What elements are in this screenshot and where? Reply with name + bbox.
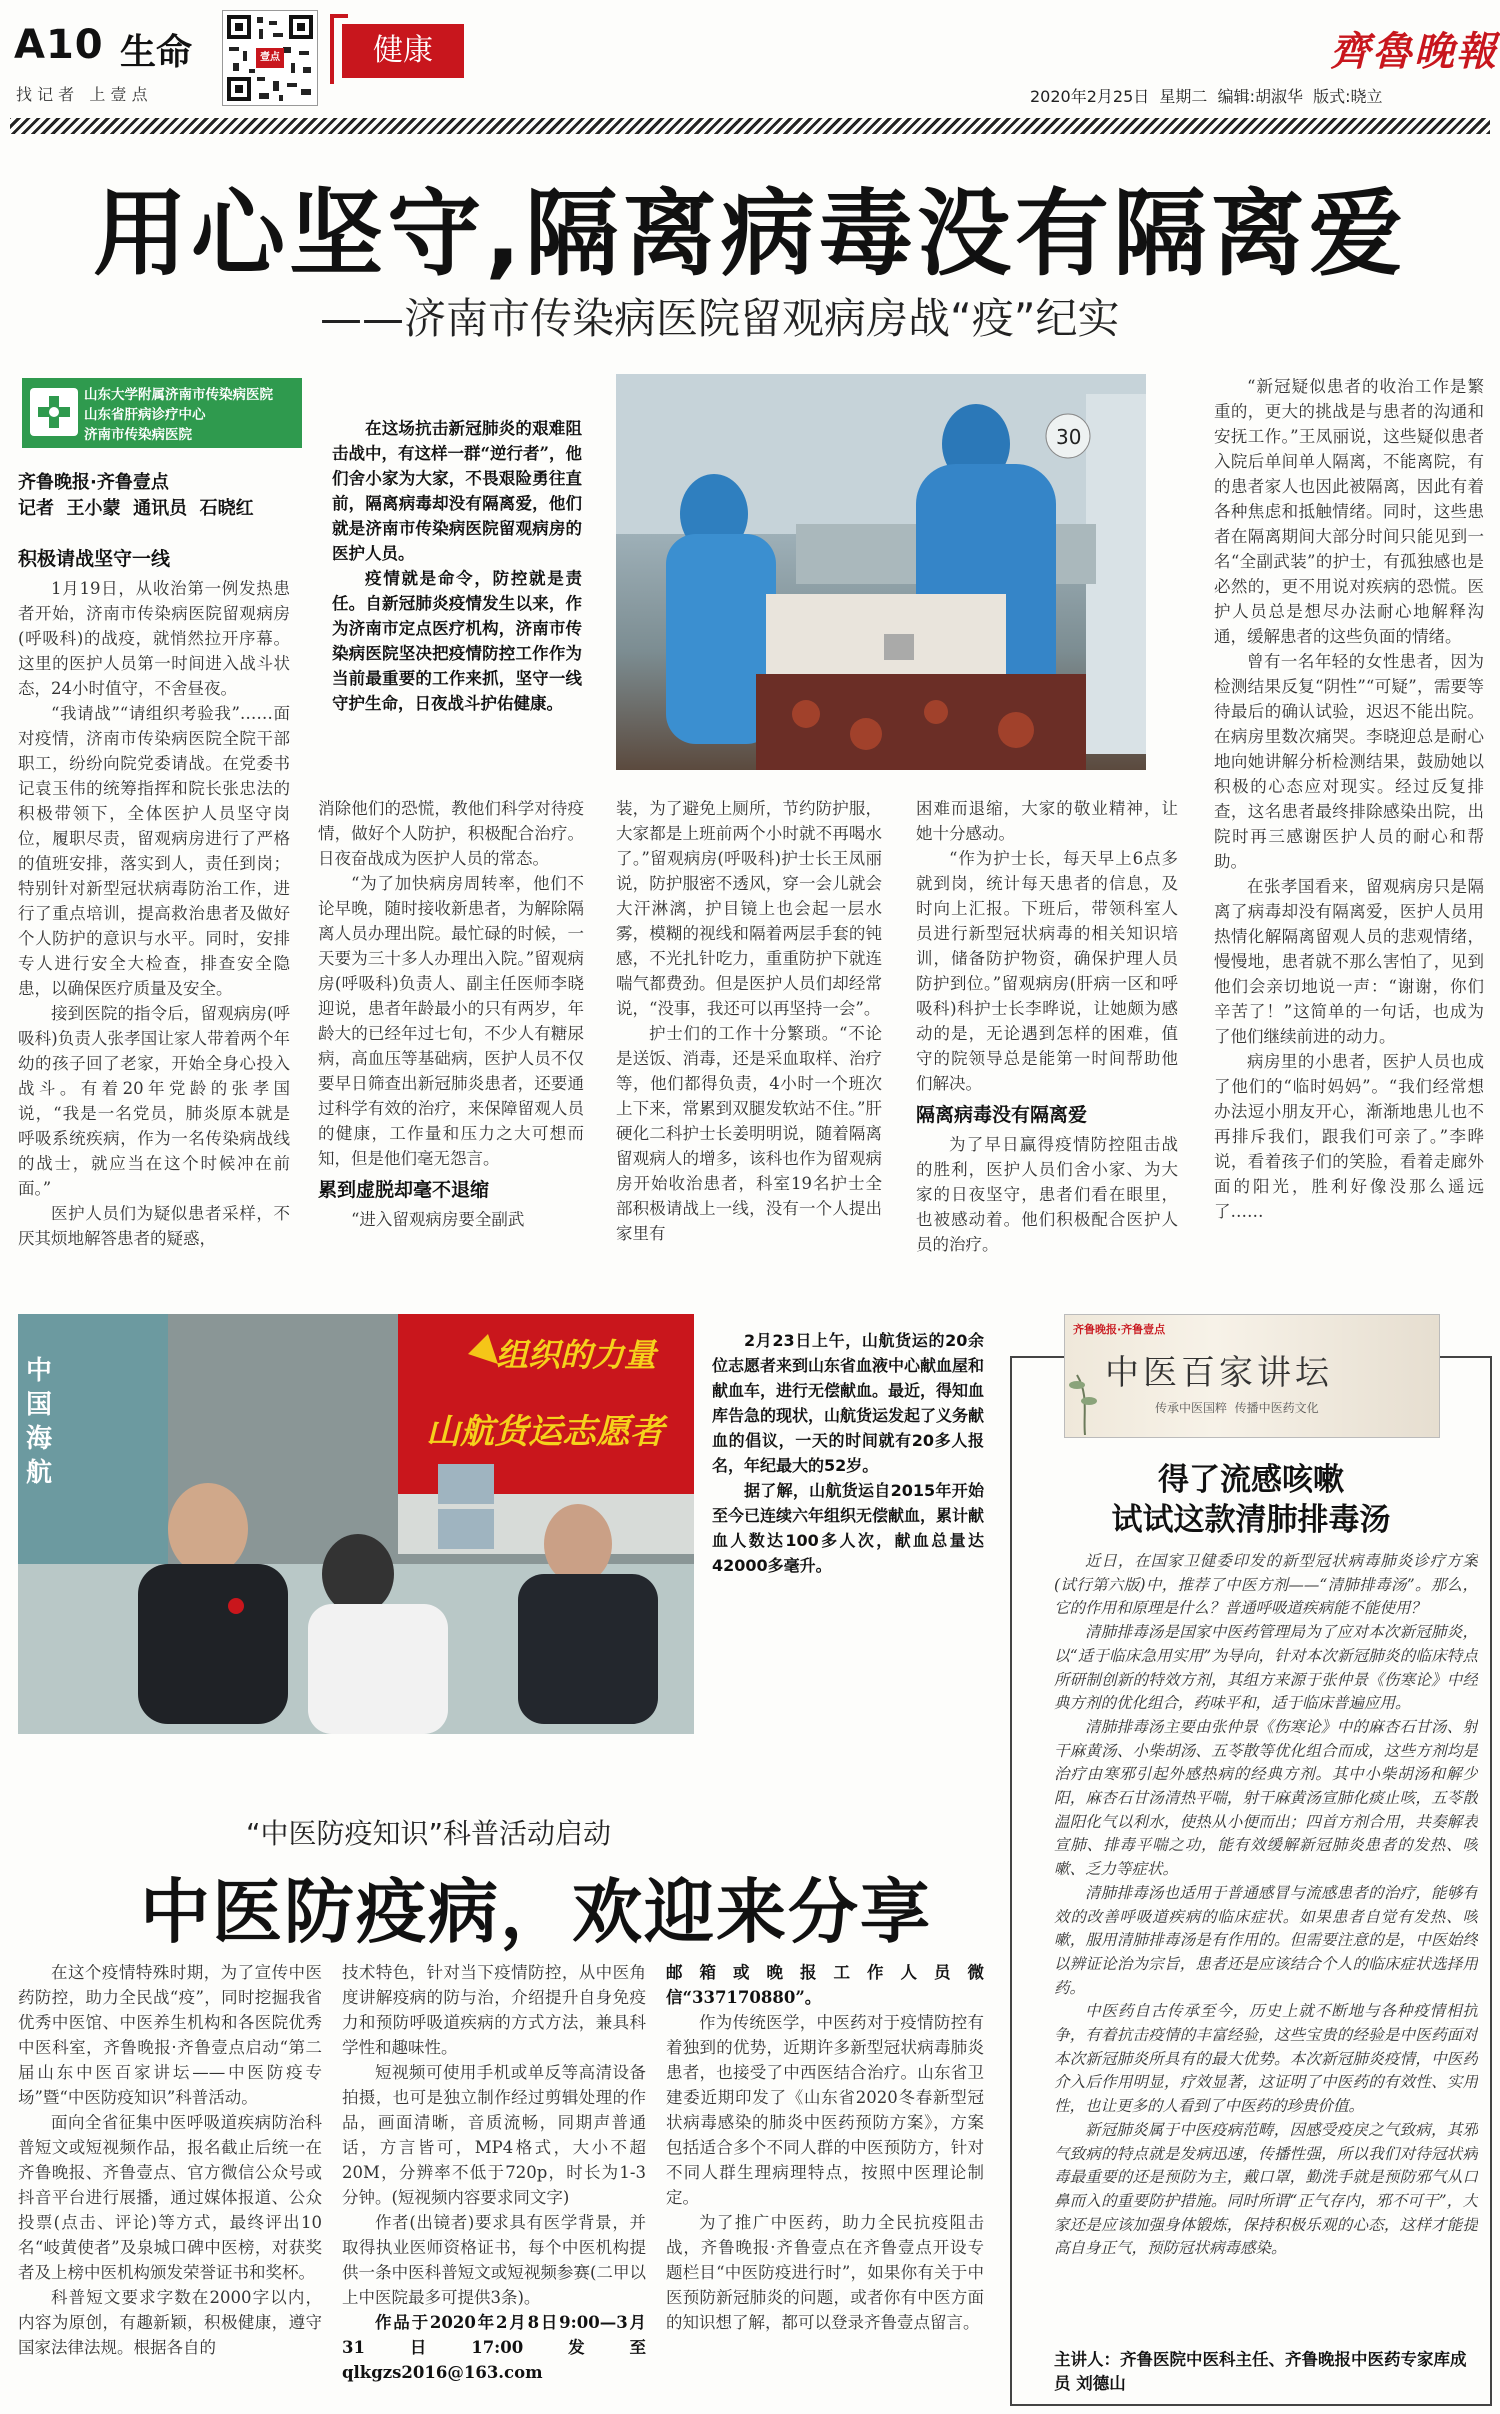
tcm-title: 中医防疫病，欢迎来分享 [140, 1871, 932, 1953]
forum-paragraph: 中医药自古传承至今，历史上就不断地与各种疫情相抗争，有着抗击疫情的丰富经验，这些宝贵的经验是中医药面对本次新冠肺炎所具有的最大优势。本次新冠肺炎疫情，中医药介入后作用明显，疗效显著，这证明了中医药的有效性、实用性，也让更多的人看到了中医药的珍贵价值。 [1054, 2002, 1478, 2116]
paragraph: 面向全省征集中医呼吸道疾病防治科普短文或短视频作品，报名截止后统一在齐鲁晚报、齐鲁壹点、官方微信公众号或抖音平台进行展播，通过媒体报道、公众投票(点击、评论)等方式，最终评出10名“岐黄使者”及泉城口碑中医榜，对获奖者及上榜中医机构颁发荣誉证书和奖杯。 [18, 2113, 322, 2282]
forum-paragraph: 清肺排毒汤也适用于普通感冒与流感患者的治疗，能够有效的改善呼吸道疾病的临床症状。如果患者自觉有发热、咳嗽，服用清肺排毒汤是有作用的。但需要注意的是，中医始终以辨证论治为宗旨，患者还是应该结合个人的临床症状选择用药。 [1054, 1883, 1478, 1997]
paragraph: 困难而退缩，大家的敬业精神，让她十分感动。 [916, 799, 1178, 843]
newspaper-brand: 齊魯晚報 [1330, 28, 1498, 75]
section-name: 生命 [120, 32, 193, 73]
paragraph: 1月19日，从收治第一例发热患者开始，济南市传染病医院留观病房(呼吸科)的战疫，就悄然拉开序幕。这里的医护人员第一时间进入战斗状态，24小时值守，不舍昼夜。 [18, 579, 290, 698]
forum-banner [1064, 1314, 1440, 1438]
forum-banner-title: 中医百家讲坛 [1105, 1353, 1333, 1393]
paragraph: 消除他们的恐慌，教他们科学对待疫情，做好个人防护，积极配合治疗。日夜奋战成为医护人员的常态。 [318, 799, 584, 868]
main-title: 用心坚守,隔离病毒没有隔离爱 [93, 180, 1407, 289]
caption-paragraph: 2月23日上午，山航货运的20余位志愿者来到山东省血液中心献血屋和献血车，进行无偿献血。最近，得知血库告急的现状，山航货运发起了义务献血的倡议，一天的时间就有20多人报名，年纪最大的52岁。 [712, 1331, 984, 1475]
paragraph: “作为护士长，每天早上6点多就到岗，统计每天患者的信息，及时向上汇报。下班后，带领科室人员进行新型冠状病毒的相关知识培训，储备防护物资，确保护理人员防护到位。”留观病房(肝病一区和呼吸科)科护士长李晔说，让她颇为感动的是，无论遇到怎样的困难，值守的院领导总是能第一时间帮助他们解决。 [916, 849, 1178, 1093]
paragraph: 作者(出镜者)要求具有医学背景，并取得执业医师资格证书，每个中医机构提供一条中医科普短文或短视频参赛(二甲以上中医院最多可提供3条)。 [342, 2213, 646, 2307]
blood-donation-photo [18, 1314, 694, 1734]
paragraph: 护士们的工作十分繁琐。“不论是送饭、消毒，还是采血取样、治疗等，他们都得负责，4小时一个班次上下来，常累到双腿发软站不住。”肝硬化二科护士长姜明明说，随着隔离留观病人的增多，该科也作为留观病房开始收治患者，科室19名护士全部积极请战上一线，没有一个人提出家里有 [616, 1024, 882, 1243]
qr-center-label: 壹点 [256, 48, 284, 68]
header-links[interactable]: 找 记 者 上 壹 点 [16, 85, 148, 104]
forum-box [1010, 1323, 1492, 2406]
hospital-name-2: 山东省肝病诊疗中心 [84, 407, 206, 423]
hospital-name-3: 济南市传染病医院 [84, 427, 192, 443]
tcm-column-1 [18, 1960, 322, 2406]
section-heading-3: 隔离病毒没有隔离爱 [916, 1104, 1088, 1126]
forum-title-2: 试试这款清肺排毒汤 [1111, 1502, 1391, 1538]
forum-paragraph: 新冠肺炎属于中医疫病范畴，因感受疫戾之气致病，其邪气致病的特点就是发病迅速，传播性强，所以我们对待冠状病毒最重要的还是预防为主，戴口罩，勤洗手就是预防邪气从口鼻而入的重要防护措施。同时所谓“正气存内，邪不可干”，大家还是应该加强身体锻炼，保持积极乐观的心态，这样才能提高自身正气，预防冠状病毒感染。 [1054, 2120, 1478, 2258]
tcm-column-3 [666, 1960, 984, 2406]
room-number: 30 [1056, 425, 1082, 449]
forum-banner-slogan: 传承中医国粹 传播中医药文化 [1155, 1401, 1319, 1415]
hospital-logo-box [22, 378, 302, 448]
forum-speaker: 主讲人：齐鲁医院中医科主任、齐鲁晚报中医药专家库成员 刘德山 [1054, 2350, 1467, 2393]
hospital-emblem-icon [30, 388, 78, 436]
paragraph: “进入留观病房要全副武 [351, 1210, 525, 1229]
header-rule [10, 118, 1490, 134]
herb-illustration-icon [1067, 1355, 1103, 1435]
article-column-4 [916, 796, 1178, 1322]
paragraph: 病房里的小患者，医护人员也成了他们的“临时妈妈”。“我们经常想办法逗小朋友开心，渐渐地患儿也不再排斥我们，跟我们可亲了。”李晔说，看着孩子们的笑脸，看着走廊外面的阳光，胜利好像没那么遥远了…… [1214, 1052, 1484, 1221]
paragraph: 装，为了避免上厕所，节约防护服，大家都是上班前两个小时就不再喝水了。”留观病房(呼吸科)护士长王凤丽说，防护服密不透风，穿一会儿就会大汗淋漓，护目镜上也会起一层水雾，模糊的视线和隔着两层手套的钝感，不光扎针吃力，重重防护下就连喘气都费劲。但是医护人员们却经常说，“没事，我还可以再坚持一会”。 [616, 799, 882, 1018]
paragraph: “新冠疑似患者的收治工作是繁重的，更大的挑战是与患者的沟通和安抚工作。”王凤丽说，这些疑似患者入院后单间单人隔离，不能离院，有的患者家人也因此被隔离，因此有着各种焦虑和抵触情绪。同时，这些患者在隔离期间大部分时间只能见到一名“全副武装”的护士，有孤独感也是必然的，更不用说对疾病的恐慌。医护人员总是想尽办法耐心地解释沟通，缓解患者的这些负面的情绪。 [1214, 377, 1484, 646]
qr-code[interactable] [222, 10, 318, 106]
caption-paragraph: 据了解，山航货运自2015年开始至今已连续六年组织无偿献血，累计献血人数达100多人次，献血总量达42000多毫升。 [712, 1481, 984, 1575]
banner-text-top: 组织的力量 [496, 1336, 657, 1374]
paragraph: “为了加快病房周转率，他们不论早晚，随时接收新患者，为解除隔离人员办理出院。最忙碌的时候，一天要为三十多人办理出入院。”留观病房(呼吸科)负责人、副主任医师李晓迎说，患者年龄最小的只有两岁，年龄大的已经年过七旬，不少人有糖尿病，高血压等基础病，医护人员不仅要早日筛查出新冠肺炎患者，还要通过科学有效的治疗，来保障留观人员的健康，工作量和压力之大可想而知，但是他们毫无怨言。 [318, 874, 584, 1168]
paragraph: “我请战”“请组织考验我”……面对疫情，济南市传染病医院全院干部职工，纷纷向院党委请战。在党委书记袁玉伟的统筹指挥和院长张忠法的积极带领下，全体医护人员坚守岗位，履职尽责，留观病房进行了严格的值班安排，落实到人，责任到岗；特别针对新型冠状病毒防治工作，进行了重点培训，提高救治患者及做好个人防护的意识与水平。同时，安排专人进行安全大检查，排查安全隐患，以确保医疗质量及安全。 [18, 704, 290, 998]
tcm-column-2 [342, 1960, 646, 2406]
paragraph: 技术特色，针对当下疫情防控，从中医角度讲解疫病的防与治，介绍提升自身免疫力和预防呼吸道疾病的方式方法，兼具科学性和趣味性。 [342, 1963, 646, 2057]
paragraph: 科普短文要求字数在2000字以内，内容为原创，有趣新颖，积极健康，遵守国家法律法规。根据各自的 [18, 2288, 322, 2357]
paragraph: 医护人员们为疑似患者采样，不厌其烦地解答患者的疑惑， [18, 1204, 290, 1248]
intro-paragraph: 在这场抗击新冠肺炎的艰难阻击战中，有这样一群“逆行者”，他们舍小家为大家，不畏艰险勇往直前，隔离病毒却没有隔离爱，他们就是济南市传染病医院留观病房的医护人员。 [332, 419, 582, 563]
paragraph: 为了早日赢得疫情防控阻击战的胜利，医护人员们舍小家、为大家的日夜坚守，患者们看在眼里，也被感动着。他们积极配合医护人员的治疗。 [916, 1135, 1178, 1254]
section-tag: 健康 [342, 24, 464, 78]
paragraph: 短视频可使用手机或单反等高清设备拍摄，也可是独立制作经过剪辑处理的作品，画面清晰，音质流畅，同期声普通话，方言皆可，MP4格式，大小不超20M，分辨率不低于720p，时长为1-3分钟。(短视频内容要求同文字) [342, 2063, 646, 2207]
paragraph: 为了推广中医药，助力全民抗疫阻击战，齐鲁晚报·齐鲁壹点在齐鲁壹点开设专题栏目“中医防疫进行时”，如果你有关于中医预防新冠肺炎的问题，或者你有中医方面的知识想了解，都可以登录齐鲁壹点留言。 [666, 2213, 984, 2332]
date-line: 2020年2月25日 星期二 编辑:胡淑华 版式:晓立 [1030, 87, 1383, 106]
section-heading-2: 累到虚脱却毫不退缩 [318, 1179, 490, 1201]
page-number: A10 [14, 22, 104, 68]
forum-body [1054, 1550, 1478, 2358]
hospital-name-1: 山东大学附属济南市传染病医院 [84, 387, 273, 403]
submission-deadline: 作品于2020年2月8日9:00—3月31日17:00发至qlkgzs2016@163.com [342, 2313, 646, 2382]
paragraph: 作为传统医学，中医药对于疫情防控有着独到的优势，近期许多新型冠状病毒肺炎患者，也接受了中西医结合治疗。山东省卫建委近期印发了《山东省2020冬春新型冠状病毒感染的肺炎中医药预防方案》，方案包括适合多个不同人群的中医预防方，针对不同人群生理病理特点，按照中医理论制定。 [666, 2013, 984, 2207]
article-column-1 [18, 540, 290, 1322]
forum-banner-brand: 齐鲁晚报·齐鲁壹点 [1073, 1323, 1166, 1336]
photo-caption [712, 1328, 984, 1724]
main-subtitle: ——济南市传染病医院留观病房战“疫”纪实 [320, 294, 1120, 343]
paragraph: 在张孝国看来，留观病房只是隔离了病毒却没有隔离爱，医护人员用热情化解隔离留观人员的悲观情绪，慢慢地，患者就不那么害怕了，见到他们会亲切地说一声：“谢谢，你们辛苦了！”这简单的一句话，也成为了他们继续前进的动力。 [1214, 877, 1484, 1046]
forum-title-1: 得了流感咳嗽 [1158, 1462, 1344, 1498]
wall-side-text: 中国海航 [26, 1356, 53, 1488]
article-column-3 [616, 796, 882, 1322]
section-heading-1: 积极请战坚守一线 [18, 548, 171, 570]
byline-reporters: 记者 王小蒙 通讯员 石晓红 [18, 498, 254, 519]
intro-paragraph: 疫情就是命令，防控就是责任。自新冠肺炎疫情发生以来，作为济南市定点医疗机构，济南市传染病医院坚决把疫情防控工作作为当前最重要的工作来抓，坚守一线守护生命，日夜战斗护佑健康。 [332, 569, 582, 713]
paragraph: 曾有一名年轻的女性患者，因为检测结果反复“阴性”“可疑”，需要等待最后的确认试验，迟迟不能出院。在病房里数次痛哭。李晓迎总是耐心地向她讲解分析检测结果，鼓励她以积极的心态应对现实。经过反复排查，这名患者最终排除感染出院，出院时再三感谢医护人员的耐心和帮助。 [1214, 652, 1484, 871]
article-intro [332, 416, 582, 794]
ward-photo [616, 374, 1146, 770]
paragraph: 在这个疫情特殊时期，为了宣传中医药防控，助力全民战“疫”，同时挖掘我省优秀中医馆、中医养生机构和各医院优秀中医科室，齐鲁晚报·齐鲁壹点启动“第二届山东中医百家讲坛——中医防疫专场”暨“中医防疫知识”科普活动。 [18, 1963, 322, 2107]
article-column-5 [1214, 374, 1484, 1322]
byline-source: 齐鲁晚报·齐鲁壹点 [18, 472, 169, 493]
submission-contact: 邮箱或晚报工作人员微信“337170880”。 [666, 1963, 984, 2007]
banner-text-sub: 山航货运志愿者 [426, 1412, 664, 1452]
forum-paragraph: 清肺排毒汤主要由张仲景《伤寒论》中的麻杏石甘汤、射干麻黄汤、小柴胡汤、五苓散等优化组合而成，这些方剂均是治疗由寒邪引起外感热病的经典方剂。其中小柴胡汤和解少阳，麻杏石甘汤清热平喘，射干麻黄汤宣肺化痰止咳，五苓散温阳化气以利水，使热从小便而出；四首方剂合用，共奏解表宣肺、排毒平喘之功，能有效缓解新冠肺炎患者的发热、咳嗽、乏力等症状。 [1054, 1717, 1478, 1879]
forum-paragraph: 清肺排毒汤是国家中医药管理局为了应对本次新冠肺炎，以“适于临床急用实用”为导向，针对本次新冠肺炎的临床特点所研制创新的特效方剂，其组方来源于张仲景《伤寒论》中经典方剂的优化组合，药味平和，适于临床普遍应用。 [1054, 1623, 1478, 1713]
forum-paragraph: 近日，在国家卫健委印发的新型冠状病毒肺炎诊疗方案(试行第六版)中，推荐了中医方剂——“清肺排毒汤”。那么，它的作用和原理是什么？普通呼吸道疾病能不能使用？ [1054, 1552, 1478, 1618]
article-column-2 [318, 796, 584, 1322]
tcm-kicker: “中医防疫知识”科普活动启动 [246, 1817, 612, 1850]
paragraph: 接到医院的指令后，留观病房(呼吸科)负责人张孝国让家人带着两个年幼的孩子回了老家，开始全身心投入战斗。有着20年党龄的张孝国说，“我是一名党员，肺炎原本就是呼吸系统疾病，作为一名传染病战线的战士，就应当在这个时候冲在前面。” [18, 1004, 290, 1198]
